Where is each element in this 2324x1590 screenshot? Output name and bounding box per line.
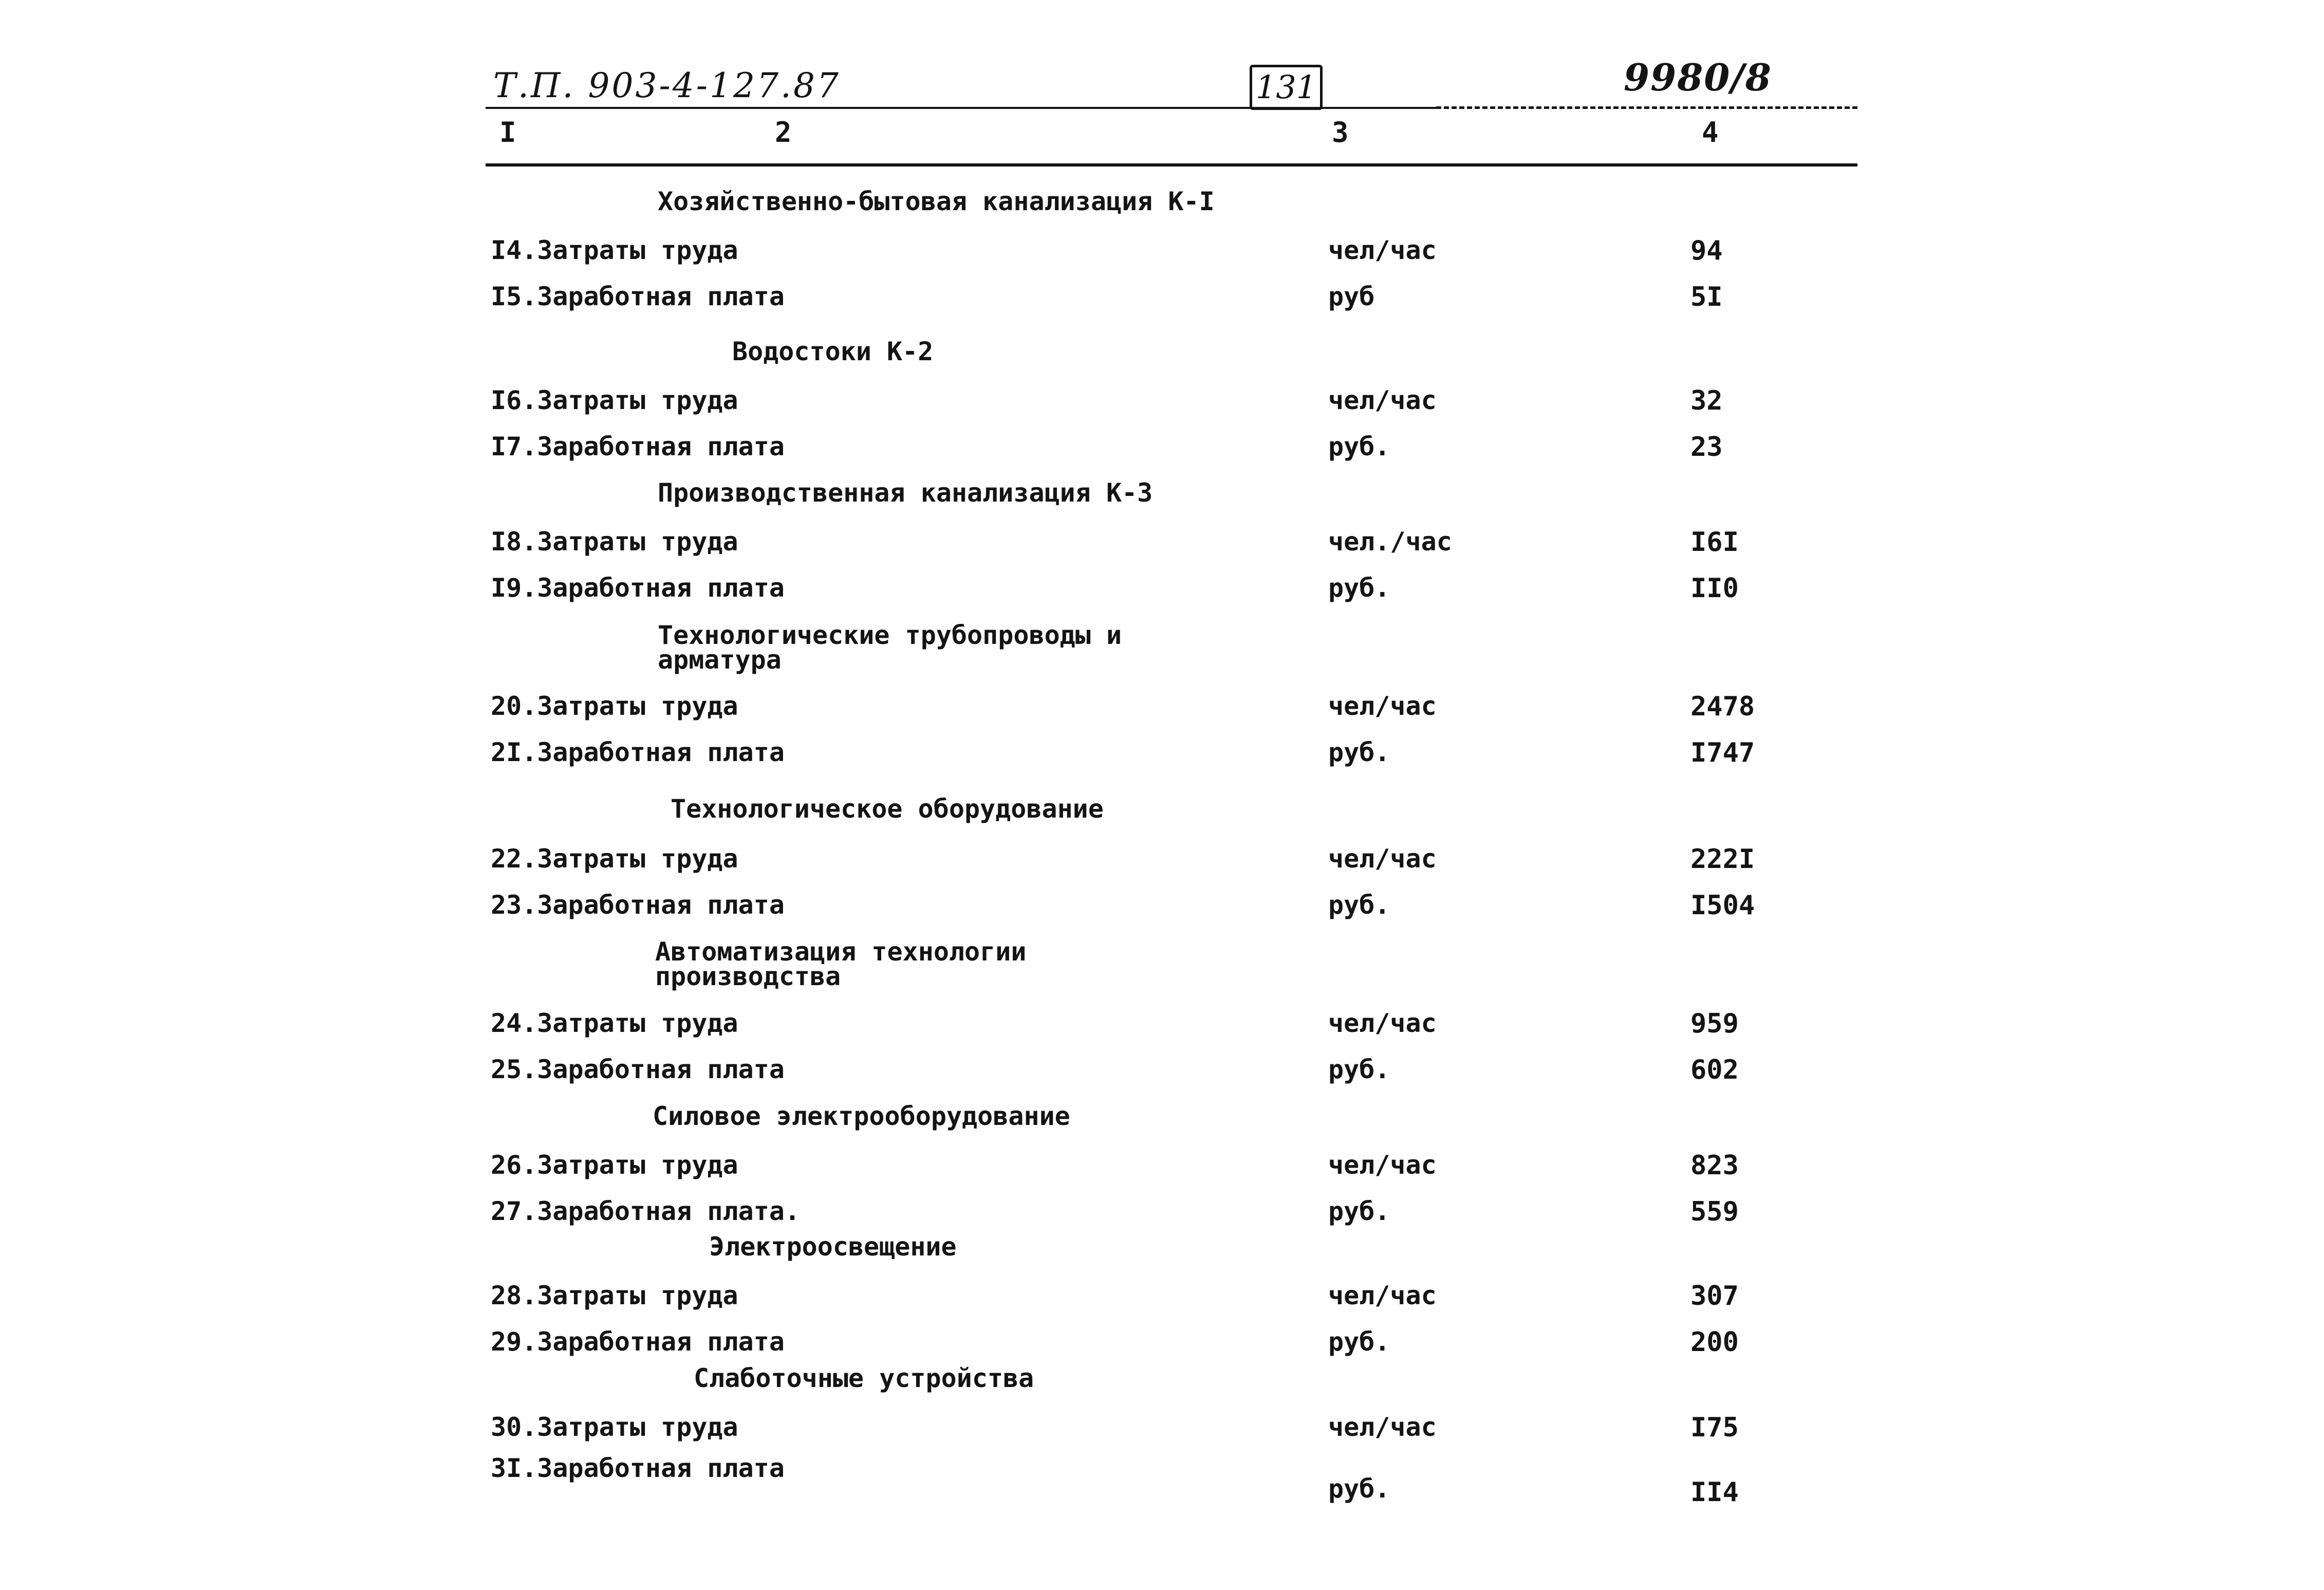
table-row [0,691,2324,737]
row-unit: руб [1328,282,1375,311]
section-title: Технологические трубопроводы и арматура [658,620,1122,675]
section-title: Электроосвещение [709,1232,957,1262]
header-dashed-rule [1436,106,1857,109]
row-unit: чел/час [1328,385,1437,415]
row-label: I4.Затраты труда [491,235,738,265]
table-row [0,1008,2324,1055]
table-row [0,1327,2324,1373]
row-value: I75 [1690,1412,1739,1443]
row-unit: чел/час [1328,235,1437,265]
row-unit: руб. [1328,737,1390,767]
row-unit: чел/час [1328,1281,1437,1310]
document-code: Т.П. 903-4-127.87 [493,66,841,105]
row-value: II4 [1690,1477,1739,1508]
row-unit: руб. [1328,432,1390,461]
section-title: Производственная канализация К-3 [658,478,1153,508]
row-value: 2478 [1690,691,1755,722]
row-value: 32 [1690,385,1723,416]
row-value: 5I [1690,282,1723,312]
row-value: 602 [1690,1055,1739,1085]
row-label: I8.Затраты труда [491,527,738,557]
row-unit: руб. [1328,573,1390,603]
row-value: 94 [1690,235,1723,266]
row-label: 25.Заработная плата [491,1055,785,1084]
table-row [0,890,2324,936]
table-row [0,432,2324,478]
section-title: Автоматизация технологии производства [655,937,1027,991]
column-header-3: 3 [1332,116,1349,149]
section-title: Слаботочные устройства [694,1363,1034,1393]
row-label: 28.Затраты труда [491,1281,738,1310]
row-label: 26.Затраты труда [491,1150,738,1180]
row-label: 2I.Заработная плата [491,737,785,767]
row-label: 3I.Заработная плата [491,1453,785,1483]
row-unit: руб. [1328,1196,1390,1226]
row-label: 22.Затраты труда [491,844,738,874]
table-row [0,573,2324,619]
row-unit: чел/час [1328,1412,1437,1442]
row-label: 20.Затраты труда [491,691,738,721]
row-unit: чел./час [1328,527,1452,557]
table-row [0,1281,2324,1327]
section-title: Хозяйственно-бытовая канализация К-I [658,187,1215,216]
table-row [0,1412,2324,1458]
row-label: 30.Затраты труда [491,1412,738,1442]
row-label: I6.Затраты труда [491,385,738,415]
row-label: 27.Заработная плата. [491,1196,801,1226]
row-unit: чел/час [1328,1150,1437,1180]
row-unit: чел/час [1328,1008,1437,1038]
section-title: Силовое электрооборудование [653,1101,1070,1131]
table-row [0,282,2324,328]
row-label: 23.Заработная плата [491,890,785,920]
column-header-rule [486,163,1857,167]
table-row [0,1055,2324,1101]
row-unit: руб. [1328,890,1390,920]
header-rule [486,107,1436,109]
row-unit: руб. [1328,1327,1390,1357]
table-row [0,1196,2324,1243]
row-value: 222I [1690,844,1755,875]
row-unit: чел/час [1328,691,1437,721]
row-value: 959 [1690,1008,1739,1039]
row-unit: руб. [1328,1055,1390,1084]
row-label: I5.Заработная плата [491,282,785,311]
row-value: 23 [1690,432,1723,463]
table-row [0,1150,2324,1196]
row-unit: чел/час [1328,844,1437,874]
table-row [0,1453,2324,1508]
column-header-2: 2 [775,116,792,149]
row-value: 200 [1690,1327,1739,1358]
row-label: 24.Затраты труда [491,1008,738,1038]
row-label: 29.Заработная плата [491,1327,785,1357]
sheet-number: 131 [1250,65,1323,110]
inventory-number: 9980/8 [1624,56,1772,99]
row-label: I9.Заработная плата [491,573,785,603]
row-value: I747 [1690,737,1755,768]
row-label: I7.Заработная плата [491,432,785,461]
column-header-1: I [499,116,516,149]
table-row [0,527,2324,573]
table-row [0,844,2324,890]
row-value: I6I [1690,527,1739,558]
row-value: 559 [1690,1196,1739,1227]
column-header-4: 4 [1702,116,1719,149]
table-row [0,235,2324,282]
section-title: Водостоки К-2 [732,337,934,366]
row-unit: руб. [1328,1474,1390,1504]
section-title: Технологическое оборудование [671,794,1104,824]
row-value: 823 [1690,1150,1739,1181]
row-value: 307 [1690,1281,1739,1311]
table-row [0,737,2324,784]
row-value: II0 [1690,573,1739,604]
row-value: I504 [1690,890,1755,921]
table-row [0,385,2324,432]
